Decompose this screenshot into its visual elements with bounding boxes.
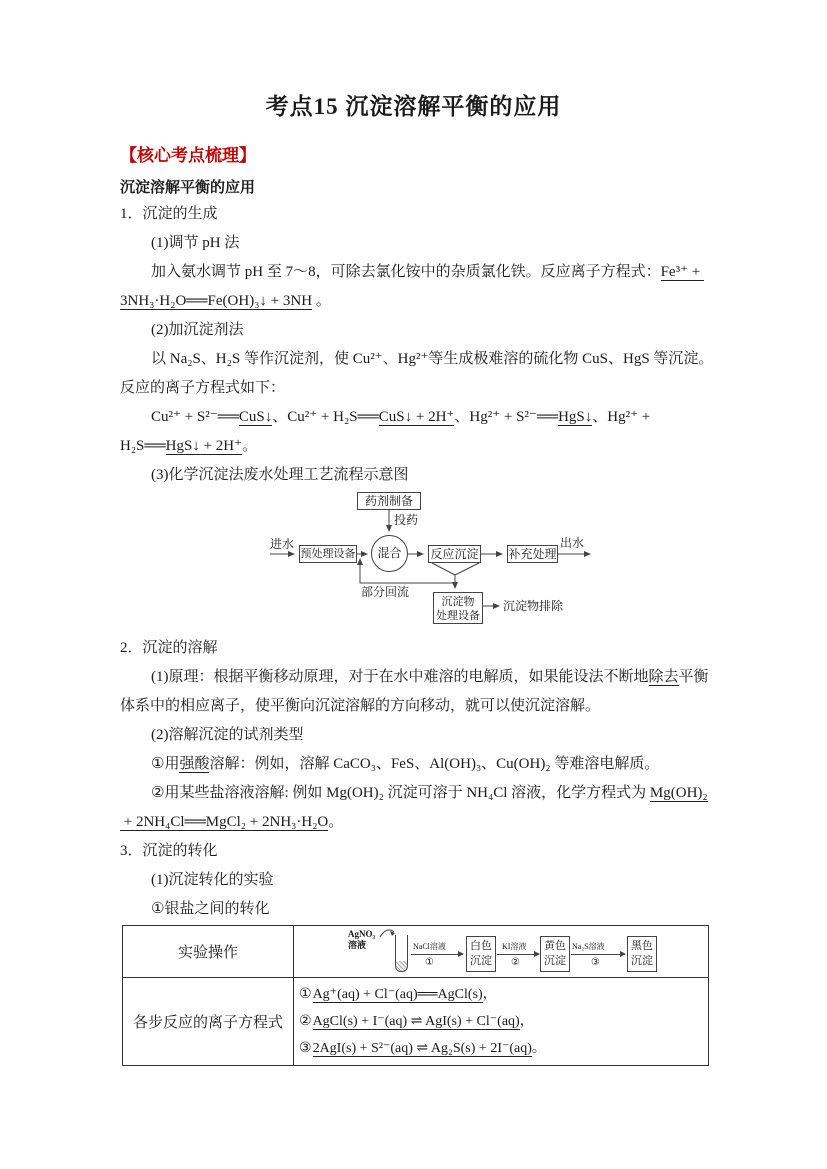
- agno3-label-line1: AgNO₃: [348, 929, 376, 939]
- text-segment: 除去: [648, 669, 679, 685]
- text-segment: H₂S══: [120, 438, 166, 454]
- text-segment: CuS↓ + 2H⁺: [378, 409, 455, 425]
- text-segment: 3NH₃·H₂O══Fe(OH)₃↓ + 3NH: [120, 293, 313, 309]
- text-segment: 平衡: [678, 669, 709, 685]
- equation3-number: ③: [299, 1041, 312, 1056]
- text-segment: ②用某些盐溶液溶解: 例如 Mg(OH)₂ 沉淀可溶于 NH₄Cl 溶液，化学方程式为: [151, 785, 650, 801]
- flowchart-node-mixing: 混合: [371, 535, 408, 572]
- text-segment: 、Cu²⁺ + H₂S══: [272, 409, 379, 425]
- flowchart-node-reaction-sedimentation: 反应沉淀: [428, 545, 481, 563]
- text-line: [120, 374, 720, 403]
- black-precipitate-box: [627, 936, 657, 972]
- text-line: [120, 895, 720, 924]
- equation1-tail: ，: [482, 987, 497, 1002]
- text-segment: 。: [328, 814, 344, 830]
- box3-line2: 沉淀: [631, 955, 653, 967]
- experiment-diagram-cell: [294, 926, 709, 978]
- wastewater-flowchart: [120, 488, 720, 638]
- ionic-equations-cell: [294, 978, 709, 1066]
- equation1-number: ①: [299, 987, 312, 1002]
- flowchart-label-inflow: 进水: [270, 537, 295, 551]
- text-segment: 3．沉淀的转化: [120, 843, 218, 859]
- text-segment: ①用: [151, 756, 180, 772]
- text-segment: CuS↓: [238, 409, 273, 425]
- text-line: [120, 634, 720, 663]
- text-segment: (3)化学沉淀法废水处理工艺流程示意图: [151, 467, 409, 483]
- agno3-label-line2: 溶液: [348, 940, 367, 950]
- text-line: [120, 837, 720, 866]
- flowchart-label-outflow: 出水: [560, 536, 585, 550]
- section-header: 【核心考点梳理】: [120, 146, 256, 165]
- text-segment: ①银盐之间的转化: [151, 901, 270, 917]
- subsection-title: 沉淀溶解平衡的应用: [120, 180, 256, 196]
- step3-number: ③: [591, 957, 600, 968]
- text-segment: 、Hg²⁺ +: [592, 409, 651, 425]
- text-segment: (1)原理：根据平衡移动原理，对于在水中难溶的电解质，如果能设法不断地: [151, 669, 649, 685]
- flowchart-connectors: [120, 488, 720, 638]
- table-header-experiment-operation: 实验操作: [123, 926, 294, 978]
- text-line: [120, 345, 720, 374]
- text-segment: (1)调节 pH 法: [151, 235, 240, 251]
- text-segment: 溶解：例如，溶解 CaCO₃、FeS、Al(OH)₃、Cu(OH)₂ 等难溶电解质。: [209, 756, 660, 772]
- text-line: [120, 287, 720, 316]
- text-segment: 加入氨水调节 pH 至 7～8，可除去氯化铵中的杂质氯化铁。反应离子方程式：: [151, 264, 661, 280]
- yellow-precipitate-box: [540, 936, 570, 972]
- agno3-solution-label: [348, 929, 375, 951]
- text-segment: Fe³⁺ +: [660, 264, 704, 280]
- body-text-block-1: [120, 200, 720, 490]
- equation3-tail: 。: [531, 1041, 546, 1056]
- equation-line-3: [299, 1035, 704, 1062]
- text-segment: HgS↓ + 2H⁺: [165, 438, 243, 454]
- text-line: [120, 808, 720, 837]
- silver-salt-conversion-diagram: [343, 926, 708, 977]
- step2-reagent-label: KI溶液: [502, 942, 527, 951]
- box1-line1: 白色: [470, 940, 492, 952]
- sediment-device-line1: 沉淀物: [441, 596, 475, 608]
- arrow-right-icon: [411, 954, 463, 955]
- sediment-device-line2: 处理设备: [436, 610, 480, 622]
- experiment-table: [122, 925, 709, 1066]
- text-line: [120, 432, 720, 461]
- step1-reagent-label: NaCl溶液: [413, 942, 446, 951]
- text-segment: (1)沉淀转化的实验: [151, 872, 274, 888]
- text-line: [120, 403, 720, 432]
- step2-number: ②: [511, 957, 520, 968]
- body-text-block-2: [120, 634, 720, 924]
- box1-line2: 沉淀: [470, 955, 492, 967]
- test-tube-icon: [395, 935, 408, 972]
- step3-reagent-label: Na₂S溶液: [572, 942, 605, 951]
- flowchart-label-sediment-removal: 沉淀物排除: [503, 599, 564, 613]
- text-line: [120, 200, 720, 229]
- text-line: [120, 461, 720, 490]
- text-line: [120, 866, 720, 895]
- equation-line-1: [299, 981, 704, 1008]
- text-line: [120, 258, 720, 287]
- equation2-text: AgCl(s) + I⁻(aq) ⇌ AgI(s) + Cl⁻(aq): [312, 1014, 520, 1029]
- text-line: [120, 779, 720, 808]
- flowchart-label-partial-reflux: 部分回流: [361, 585, 410, 599]
- text-segment: 、Hg²⁺ + S²⁻══: [454, 409, 559, 425]
- equation2-tail: ，: [519, 1014, 534, 1029]
- box2-line1: 黄色: [544, 940, 566, 952]
- text-line: [120, 721, 720, 750]
- flowchart-label-dosing: 投药: [394, 513, 419, 527]
- flowchart-node-supplementary-treatment: 补充处理: [508, 547, 557, 561]
- page-title: 考点15 沉淀溶解平衡的应用: [265, 94, 562, 119]
- flowchart-node-reagent-prep: 药剂制备: [357, 492, 421, 510]
- text-segment: 2．沉淀的溶解: [120, 640, 218, 656]
- text-line: [120, 692, 720, 721]
- test-tube-liquid: [396, 961, 407, 971]
- text-segment: 强酸: [179, 756, 210, 772]
- white-precipitate-box: [466, 936, 496, 972]
- text-segment: 以 Na₂S、H₂S 等作沉淀剂，使 Cu²⁺、Hg²⁺等生成极难溶的硫化物 CuS、HgS 等沉淀。: [151, 351, 714, 367]
- text-segment: 。: [242, 438, 258, 454]
- table-header-ionic-equations: 各步反应的离子方程式: [123, 978, 294, 1066]
- arrow-right-icon: [497, 954, 539, 955]
- text-segment: 反应的离子方程式如下：: [120, 380, 286, 396]
- text-segment: (2)溶解沉淀的试剂类型: [151, 727, 304, 743]
- text-line: [120, 663, 720, 692]
- text-line: [120, 750, 720, 779]
- text-segment: (2)加沉淀剂法: [151, 322, 244, 338]
- equation2-number: ②: [299, 1014, 312, 1029]
- text-segment: 。: [312, 293, 331, 309]
- equation3-text: 2AgI(s) + S²⁻(aq) ⇌ Ag₂S(s) + 2I⁻(aq): [312, 1041, 532, 1056]
- text-line: [120, 229, 720, 258]
- text-segment: + 2NH₄Cl══MgCl₂ + 2NH₃·H₂O: [120, 814, 329, 830]
- text-segment: HgS↓: [558, 409, 593, 425]
- text-segment: 体系中的相应离子，使平衡向沉淀溶解的方向移动，就可以使沉淀溶解。: [120, 698, 601, 714]
- equation-line-2: [299, 1008, 704, 1035]
- text-line: [120, 316, 720, 345]
- equation1-text: Ag⁺(aq) + Cl⁻(aq)══AgCl(s): [312, 987, 483, 1002]
- step1-number: ①: [425, 957, 434, 968]
- text-segment: Mg(OH)₂: [649, 785, 708, 801]
- text-segment: Cu²⁺ + S²⁻══: [151, 409, 239, 425]
- arrow-right-icon: [571, 954, 625, 955]
- flowchart-node-sediment-treatment-device: [433, 592, 483, 624]
- box3-line1: 黑色: [631, 940, 653, 952]
- text-segment: 1．沉淀的生成: [120, 206, 218, 222]
- box2-line2: 沉淀: [544, 955, 566, 967]
- flowchart-node-pretreatment: 预处理设备: [299, 545, 357, 563]
